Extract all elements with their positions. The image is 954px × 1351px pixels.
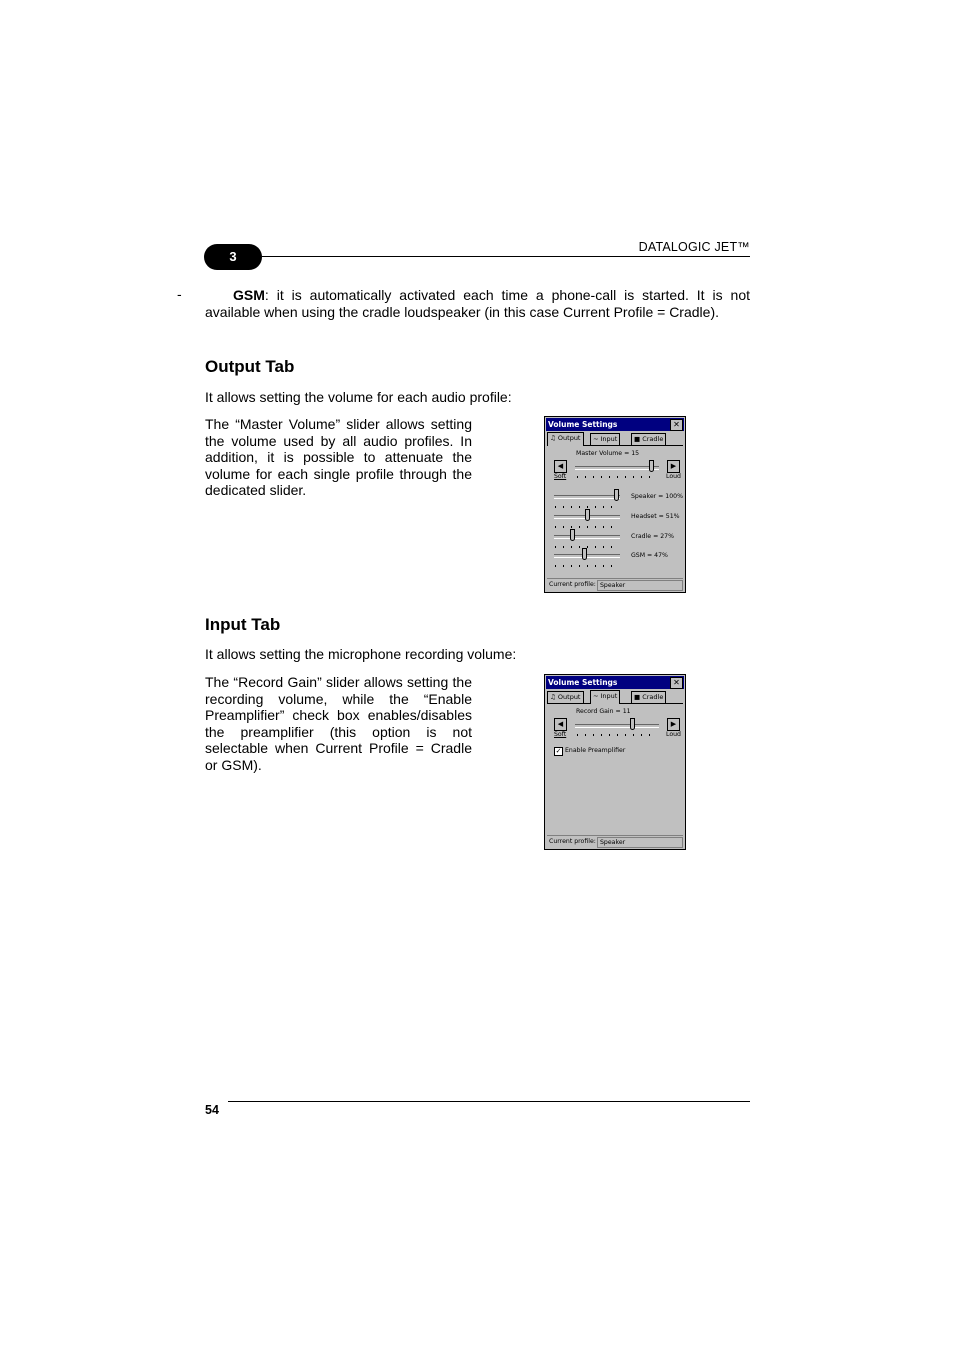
gsm-paragraph xyxy=(205,287,750,320)
gsm-slider-track xyxy=(554,554,620,558)
window-title: Volume Settings ✕ xyxy=(546,418,684,431)
status-label: Current profile: xyxy=(549,581,596,588)
input-intro: It allows setting the microphone recording volume: xyxy=(205,646,517,662)
gsm-label: GSM = 47% xyxy=(631,552,668,559)
gsm-slider-ticks xyxy=(555,565,617,567)
tab-input[interactable]: ∼ Input xyxy=(590,690,620,704)
tab-cradle[interactable]: ■ Cradle xyxy=(631,691,666,703)
loud-label: Loud xyxy=(666,731,681,738)
window-title: Volume Settings ✕ xyxy=(546,676,684,689)
right-arrow-button[interactable]: ▶ xyxy=(667,718,680,731)
speaker-slider-track xyxy=(554,495,620,499)
status-value: Speaker xyxy=(597,580,683,591)
gain-slider-thumb[interactable] xyxy=(630,718,635,730)
close-icon[interactable]: ✕ xyxy=(670,419,683,431)
headset-slider-thumb[interactable] xyxy=(585,509,590,521)
record-gain-label: Record Gain = 11 xyxy=(576,708,631,715)
header-title: DATALOGIC JET™ xyxy=(638,240,750,254)
chapter-badge: 3 xyxy=(204,244,262,270)
input-tab-heading: Input Tab xyxy=(205,615,281,634)
page-number: 54 xyxy=(205,1103,219,1117)
soft-label: Soft xyxy=(554,731,567,738)
bullet-dash: - xyxy=(177,286,182,302)
soft-label: Soft xyxy=(554,473,567,480)
headset-slider-ticks xyxy=(555,526,617,528)
speaker-slider-thumb[interactable] xyxy=(614,489,619,501)
output-tab-heading: Output Tab xyxy=(205,357,295,376)
cradle-slider-thumb[interactable] xyxy=(570,529,575,541)
enable-preamplifier-checkbox[interactable]: ✓ xyxy=(555,747,562,755)
tab-output[interactable]: ♫ Output xyxy=(547,432,584,446)
output-volume-window xyxy=(544,416,686,593)
master-slider-ticks xyxy=(577,476,657,478)
status-label: Current profile: xyxy=(549,838,596,845)
master-slider-thumb[interactable] xyxy=(649,460,654,472)
tab-strip xyxy=(547,691,683,704)
right-arrow-button[interactable]: ▶ xyxy=(667,460,680,473)
cradle-slider-track xyxy=(554,535,620,539)
tab-output[interactable]: ♫ Output xyxy=(547,691,584,703)
enable-preamplifier-label: Enable Preamplifier xyxy=(565,747,626,754)
output-intro: It allows setting the volume for each audio profile: xyxy=(205,389,512,405)
headset-label: Headset = 51% xyxy=(631,513,680,520)
cradle-label: Cradle = 27% xyxy=(631,533,674,540)
gsm-slider-thumb[interactable] xyxy=(582,548,587,560)
master-volume-label: Master Volume = 15 xyxy=(576,450,640,457)
left-arrow-button[interactable]: ◀ xyxy=(554,718,567,731)
output-body: The “Master Volume” slider allows setting the volume used by all audio profiles. In addition, it is possible to attenuate the volume for each single profile through the dedicated slider. xyxy=(205,416,472,499)
tab-cradle[interactable]: ■ Cradle xyxy=(631,433,666,445)
gsm-text: : it is automatically activated each time a phone-call is started. It is not available when using the cradle loudspeaker (in this case Current Profile = Cradle). xyxy=(205,287,750,320)
gain-slider-track xyxy=(575,724,659,728)
master-slider-track xyxy=(575,466,659,470)
speaker-label: Speaker = 100% xyxy=(631,493,683,500)
status-value: Speaker xyxy=(597,837,683,848)
gain-slider-ticks xyxy=(577,734,657,736)
speaker-slider-ticks xyxy=(555,506,617,508)
loud-label: Loud xyxy=(666,473,681,480)
status-bar xyxy=(547,835,683,847)
status-bar xyxy=(547,578,683,590)
close-icon[interactable]: ✕ xyxy=(670,677,683,689)
footer-rule xyxy=(228,1101,750,1102)
tab-input[interactable]: ∼ Input xyxy=(590,433,620,445)
tab-strip xyxy=(547,433,683,446)
input-volume-window xyxy=(544,674,686,850)
header-rule xyxy=(262,256,750,257)
gsm-term: GSM xyxy=(233,287,265,303)
left-arrow-button[interactable]: ◀ xyxy=(554,460,567,473)
input-body: The “Record Gain” slider allows setting the recording volume, while the “Enable Preamplifier” check box enables/disables the preamplifier (this option is not selectable when Current Profile = Cradle or GSM). xyxy=(205,674,472,773)
